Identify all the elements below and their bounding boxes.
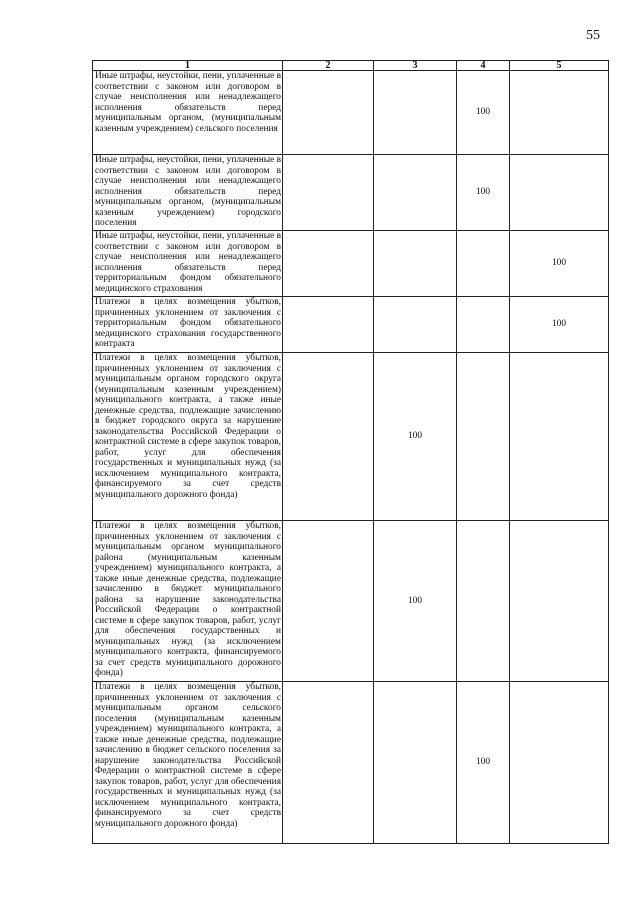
cell-col5: 100 xyxy=(510,297,609,353)
table-row xyxy=(93,353,609,521)
column-header: 5 xyxy=(510,61,609,71)
cell-col5 xyxy=(510,682,609,844)
cell-col4: 100 xyxy=(457,71,510,155)
budget-allocation-table xyxy=(92,60,609,844)
table-row xyxy=(93,521,609,682)
cell-col3: 100 xyxy=(374,521,457,682)
cell-col3 xyxy=(374,71,457,155)
cell-col5 xyxy=(510,155,609,231)
table-row xyxy=(93,231,609,297)
payment-description: Иные штрафы, неустойки, пени, уплаченные в соответствии с законом или договором в случае неисполнения или ненадлежащего исполнения обязательств перед территориальным фондом обязательного медицинского страхования xyxy=(93,231,283,297)
cell-col5 xyxy=(510,521,609,682)
table-header-row xyxy=(93,61,609,71)
payment-description: Платежи в целях возмещения убытков, причиненных уклонением от заключения с муниципальным органом муниципального района (муниципальным казенным учреждением) муниципального контракта, а также иные денежные средства, подлежащие зачислению в бюджет муниципального района за нарушение законодательства Российской Федерации о контрактной системе в сфере закупок товаров, работ, услуг для обеспечения государственных и муниципальных нужд (за исключением муниципального контракта, финансируемого за счет средств муниципального дорожного фонда) xyxy=(93,521,283,682)
cell-col4 xyxy=(457,353,510,521)
column-header: 3 xyxy=(374,61,457,71)
cell-col4 xyxy=(457,231,510,297)
cell-col2 xyxy=(283,155,374,231)
cell-col5 xyxy=(510,71,609,155)
table-row xyxy=(93,71,609,155)
payment-description: Платежи в целях возмещения убытков, причиненных уклонением от заключения с муниципальным органом сельского поселения (муниципальным казенным учреждением) муниципального контракта, а также иные денежные средства, подлежащие зачислению в бюджет сельского поселения за нарушение законодательства Российской Федерации о контрактной системе в сфере закупок товаров, работ, услуг для обеспечения государственных и муниципальных нужд (за исключением муниципального контракта, финансируемого за счет средств муниципального дорожного фонда) xyxy=(93,682,283,844)
table-row xyxy=(93,682,609,844)
cell-col2 xyxy=(283,297,374,353)
cell-col2 xyxy=(283,682,374,844)
cell-col4: 100 xyxy=(457,155,510,231)
table-row xyxy=(93,297,609,353)
cell-col2 xyxy=(283,521,374,682)
column-header: 1 xyxy=(93,61,283,71)
cell-col3 xyxy=(374,297,457,353)
cell-col5 xyxy=(510,353,609,521)
table-row xyxy=(93,155,609,231)
cell-col3: 100 xyxy=(374,353,457,521)
payment-description: Платежи в целях возмещения убытков, причиненных уклонением от заключения с муниципальным органом городского округа (муниципальным казенным учреждением) муниципального контракта, а также иные денежные средства, подлежащие зачислению в бюджет городского округа за нарушение законодательства Российской Федерации о контрактной системе в сфере закупок товаров, работ, услуг для обеспечения государственных и муниципальных нужд (за исключением муниципального контракта, финансируемого за счет средств муниципального дорожного фонда) xyxy=(93,353,283,521)
cell-col2 xyxy=(283,231,374,297)
cell-col3 xyxy=(374,231,457,297)
payment-description: Иные штрафы, неустойки, пени, уплаченные в соответствии с законом или договором в случае неисполнения или ненадлежащего исполнения обязательств перед муниципальным органом, (муниципальным казенным учреждением) сельского поселения xyxy=(93,71,283,155)
cell-col4 xyxy=(457,297,510,353)
cell-col5: 100 xyxy=(510,231,609,297)
page-number: 55 xyxy=(586,28,600,43)
payment-description: Платежи в целях возмещения убытков, причиненных уклонением от заключения с территориальным фондом обязательного медицинского страхования государственного контракта xyxy=(93,297,283,353)
cell-col3 xyxy=(374,682,457,844)
column-header: 4 xyxy=(457,61,510,71)
cell-col3 xyxy=(374,155,457,231)
cell-col2 xyxy=(283,353,374,521)
payment-description: Иные штрафы, неустойки, пени, уплаченные в соответствии с законом или договором в случае неисполнения или ненадлежащего исполнения обязательств перед муниципальным органом, (муниципальным казенным учреждением) городского поселения xyxy=(93,155,283,231)
cell-col4: 100 xyxy=(457,682,510,844)
column-header: 2 xyxy=(283,61,374,71)
cell-col4 xyxy=(457,521,510,682)
cell-col2 xyxy=(283,71,374,155)
